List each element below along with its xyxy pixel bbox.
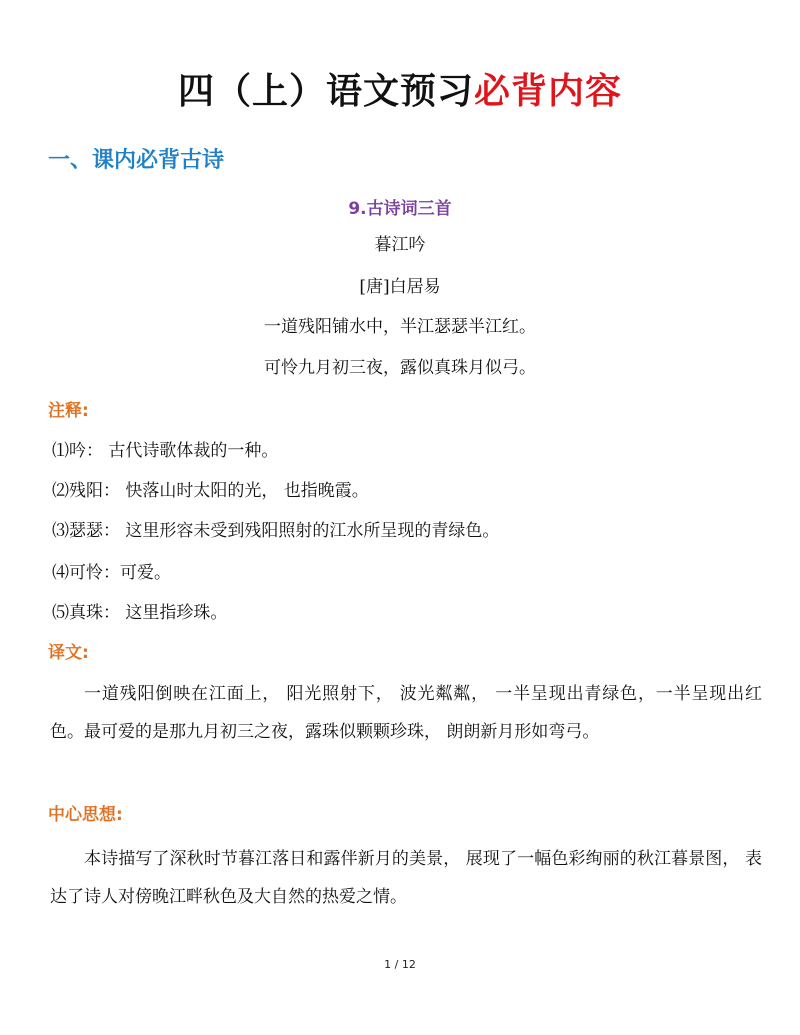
page-indicator: 1 / 12 — [384, 958, 416, 971]
poem-line: 一道残阳铺水中，半江瑟瑟半江红。 — [264, 317, 536, 337]
translation-label: 译文: — [48, 643, 89, 663]
central-idea-paragraph: 本诗描写了深秋时节暮江落日和露伴新月的美景， 展现了一幅色彩绚丽的秋江暮景图， 表达了诗人对傍晚江畔秋色及大自然的热爱之情。 — [50, 849, 762, 907]
section-heading: 一、课内必背古诗 — [48, 148, 225, 173]
poem-line: 可怜九月初三夜，露似真珠月似弓。 — [264, 358, 536, 378]
note-item: ⑵残阳： 快落山时太阳的光， 也指晚霞。 — [52, 481, 369, 501]
note-item: ⑶瑟瑟： 这里形容未受到残阳照射的江水所呈现的青绿色。 — [52, 521, 500, 541]
translation-paragraph: 一道残阳倒映在江面上， 阳光照射下， 波光粼粼， 一半呈现出青绿色，一半呈现出红色。最可爱的是那九月初三之夜，露珠似颗颗珍珠， 朗朗新月形如弯弓。 — [50, 684, 762, 742]
notes-label: 注释: — [48, 401, 89, 421]
page-title-highlight: 必背内容 — [474, 71, 623, 112]
page-title-main: 四（上）语文预习 — [177, 71, 474, 112]
note-item: ⑷可怜：可爱。 — [52, 563, 171, 583]
note-item: ⑴吟： 古代诗歌体裁的一种。 — [52, 441, 279, 461]
page-title — [0, 70, 800, 114]
poem-number-heading: 9.古诗词三首 — [348, 199, 452, 219]
poem-author: [唐]白居易 — [359, 277, 441, 297]
central-idea-label: 中心思想: — [48, 805, 123, 825]
poem-title: 暮江吟 — [374, 235, 426, 255]
note-item: ⑸真珠： 这里指珍珠。 — [52, 603, 228, 623]
